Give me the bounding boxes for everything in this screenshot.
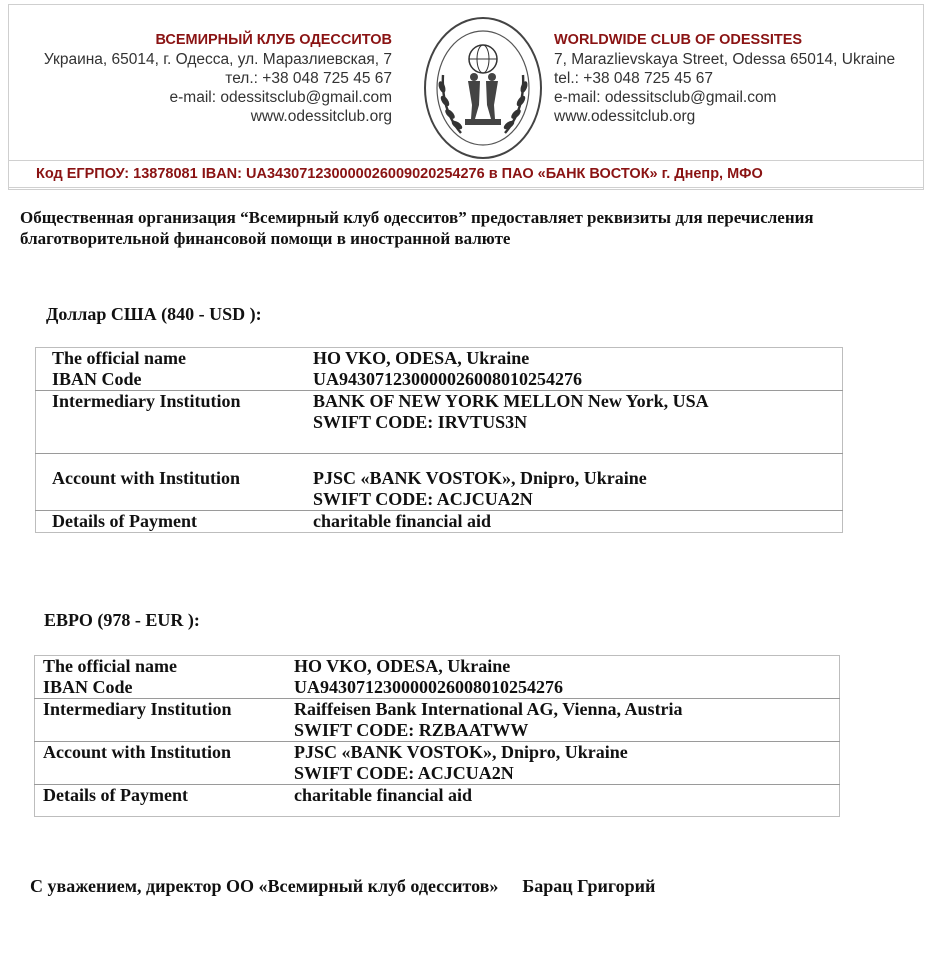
usd-section-title: Доллар США (840 - USD ): bbox=[46, 304, 262, 324]
table-row bbox=[36, 511, 843, 533]
account-value: PJSC «BANK VOSTOK», Dnipro, Ukraine bbox=[307, 454, 843, 490]
org-name-ru: ВСЕМИРНЫЙ КЛУБ ОДЕССИТОВ bbox=[155, 32, 392, 48]
org-name-en: WORLDWIDE CLUB OF ODESSITES bbox=[554, 32, 803, 48]
closing-text: С уважением, директор ОО «Всемирный клуб одесситов» bbox=[30, 876, 499, 896]
usd-requisites-table bbox=[35, 347, 843, 533]
table-row bbox=[36, 433, 843, 454]
table-row bbox=[35, 720, 840, 742]
table-row bbox=[35, 677, 840, 699]
letterhead-ru bbox=[9, 31, 392, 126]
table-row bbox=[36, 454, 843, 490]
address-en: 7, Marazlievskaya Street, Odessa 65014, Ukraine bbox=[554, 51, 896, 68]
account-value: PJSC «BANK VOSTOK», Dnipro, Ukraine bbox=[288, 742, 840, 764]
table-row bbox=[36, 489, 843, 511]
intermediary-label: Intermediary Institution bbox=[36, 391, 308, 413]
table-row bbox=[35, 785, 840, 817]
requisites-line bbox=[8, 160, 924, 188]
closing-line bbox=[30, 876, 655, 897]
table-row bbox=[36, 412, 843, 433]
account-swift: SWIFT CODE: ACJCUA2N bbox=[313, 489, 533, 509]
eur-requisites-table bbox=[34, 655, 840, 817]
eur-section-title: ЕВРО (978 - EUR ): bbox=[44, 610, 200, 630]
table-row bbox=[36, 348, 843, 370]
phone-en: tel.: +38 048 725 45 67 bbox=[554, 70, 714, 87]
official-name-label: The official name bbox=[43, 656, 177, 676]
signature-name: Барац Григорий bbox=[522, 876, 656, 896]
table-row bbox=[36, 391, 843, 413]
intermediary-swift: SWIFT CODE: IRVTUS3N bbox=[313, 412, 528, 432]
intermediary-value: Raiffeisen Bank International AG, Vienna, Austria bbox=[288, 699, 840, 721]
details-label: Details of Payment bbox=[36, 511, 308, 533]
table-row bbox=[35, 699, 840, 721]
email-en: e-mail: odessitsclub@gmail.com bbox=[554, 89, 777, 106]
account-swift: SWIFT CODE: ACJCUA2N bbox=[294, 763, 514, 783]
official-name-value: HO VKO, ODESA, Ukraine bbox=[294, 656, 511, 676]
intro-paragraph: Общественная организация “Всемирный клуб одесситов” предоставляет реквизиты для перечисления благотворительной финансовой помощи в иностранной валюте bbox=[20, 208, 814, 248]
official-name-value: HO VKO, ODESA, Ukraine bbox=[313, 348, 530, 368]
address-ru: Украина, 65014, г. Одесса, ул. Маразлиевская, 7 bbox=[43, 51, 392, 68]
iban-value: UA943071230000026008010254276 bbox=[294, 677, 563, 697]
table-row bbox=[36, 369, 843, 391]
details-value: charitable financial aid bbox=[307, 511, 843, 533]
letterhead-en bbox=[554, 31, 934, 126]
account-label: Account with Institution bbox=[35, 742, 289, 764]
email-ru: e-mail: odessitsclub@gmail.com bbox=[169, 89, 392, 106]
intermediary-label: Intermediary Institution bbox=[35, 699, 289, 721]
website-ru: www.odessitclub.org bbox=[250, 108, 392, 125]
table-row bbox=[35, 763, 840, 785]
iban-label: IBAN Code bbox=[52, 369, 142, 389]
details-value: charitable financial aid bbox=[288, 785, 840, 817]
intermediary-swift: SWIFT CODE: RZBAATWW bbox=[294, 720, 529, 740]
details-label: Details of Payment bbox=[35, 785, 289, 817]
account-label: Account with Institution bbox=[36, 454, 308, 490]
club-emblem-seal-icon bbox=[421, 15, 545, 161]
iban-value: UA943071230000026008010254276 bbox=[313, 369, 582, 389]
intermediary-value: BANK OF NEW YORK MELLON New York, USA bbox=[307, 391, 843, 413]
website-en: www.odessitclub.org bbox=[554, 108, 696, 125]
requisites-text: Код ЕГРПОУ: 13878081 IBAN: UA343071230000026009020254276 в ПАО «БАНК ВОСТОК» г. Днепр, МФО bbox=[36, 166, 763, 182]
iban-label: IBAN Code bbox=[43, 677, 133, 697]
phone-ru: тел.: +38 048 725 45 67 bbox=[225, 70, 392, 87]
official-name-label: The official name bbox=[52, 348, 186, 368]
table-row bbox=[35, 656, 840, 678]
table-row bbox=[35, 742, 840, 764]
